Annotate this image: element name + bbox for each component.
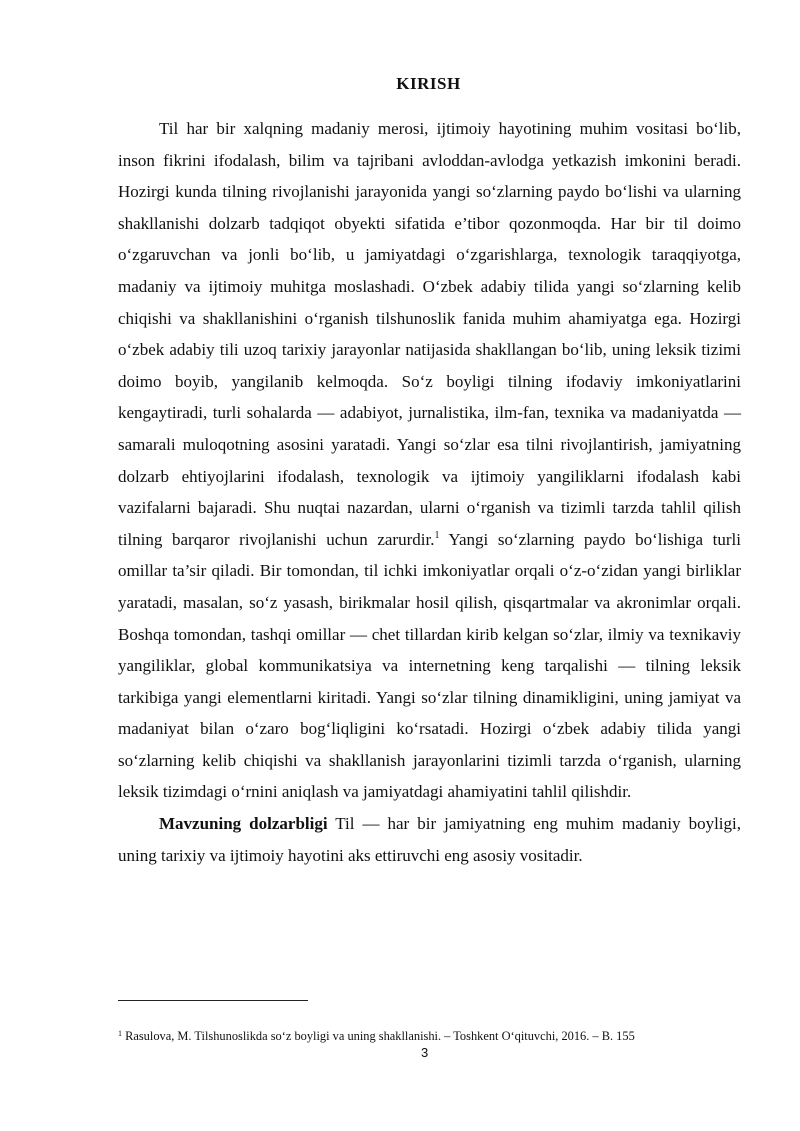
relevance-text: Til — har bir jamiyatning eng muhim madaniy boyligi, uning tarixiy va ijtimoiy hayotini aks ettiruvchi eng asosiy vositadir. <box>118 814 741 865</box>
body-text <box>118 113 741 871</box>
footnote <box>118 1029 758 1044</box>
footnote-divider <box>118 1000 308 1001</box>
footnote-number: 1 <box>118 1029 122 1038</box>
page-number: 3 <box>421 1045 429 1060</box>
footnote-text: Rasulova, M. Tilshunoslikda so‘z boyligi va uning shakllanishi. – Toshkent O‘qituvchi, 2016. – B. 155 <box>122 1029 635 1043</box>
relevance-paragraph <box>118 808 741 871</box>
section-heading: KIRISH <box>396 74 461 93</box>
footnote-reference: 1 <box>434 529 440 541</box>
intro-paragraph <box>118 113 741 808</box>
intro-text-part2: Yangi so‘zlarning paydo bo‘lishiga turli omillar ta’sir qiladi. Bir tomondan, til ichki imkoniyatlar orqali o‘z-o‘zidan yangi birliklar yaratadi, masalan, so‘z yasash, birikmalar hosil qilish, qisqartmalar va akronimlar orqali. Boshqa tomondan, tashqi omillar — chet tillardan kirib kelgan so‘zlar, ilmiy va texnikaviy yangiliklar, global kommunikatsiya va internetning keng tarqalishi — tilning leksik tarkibiga yangi elementlarni kiritadi. Yangi so‘zlar tilning dinamikligini, uning jamiyat va madaniyat bilan o‘zaro bog‘liqligini ko‘rsatadi. Hozirgi o‘zbek adabiy tilida yangi so‘zlarning kelib chiqishi va shakllanish jarayonlarini tizimli tarzda o‘rganish, ularning leksik tizimdagi o‘rnini aniqlash va jamiyatdagi ahamiyatini tahlil qilishdir. <box>118 529 741 802</box>
relevance-lead: Mavzuning dolzarbligi <box>159 814 328 834</box>
intro-text-part1: Til har bir xalqning madaniy merosi, ijtimoiy hayotining muhim vositasi bo‘lib, inson fikrini ifodalash, bilim va tajribani avloddan-avlodga yetkazish imkonini beradi. Hozirgi kunda tilning rivojlanishi jarayonida yangi so‘zlarning paydo bo‘lishi va ularning shakllanishi dolzarb tadqiqot obyekti sifatida e’tibor qozonmoqda. Har bir til doimo o‘zgaruvchan va jonli bo‘lib, u jamiyatdagi o‘zgarishlarga, texnologik taraqqiyotga, madaniy va ijtimoiy muhitga moslashadi. O‘zbek adabiy tilida yangi so‘zlarning kelib chiqishi va shakllanishini o‘rganish tilshunoslik fanida muhim ahamiyatga ega. Hozirgi o‘zbek adabiy tili uzoq tarixiy jarayonlar natijasida shakllangan bo‘lib, uning leksik tizimi doimo boyib, yangilanib kelmoqda. So‘z boyligi tilning ifodaviy imkoniyatlarini kengaytiradi, turli sohalarda — adabiyot, jurnalistika, ilm-fan, texnika va madaniyatda — samarali muloqotning asosini yaratadi. Yangi so‘zlar esa tilni rivojlantirish, jamiyatning dolzarb ehtiyojlarini ifodalash, texnologik va ijtimoiy yangiliklarni ifodalash kabi vazifalarni bajaradi. Shu nuqtai nazardan, ularni o‘rganish va tizimli tarzda tahlil qilish tilning barqaror rivojlanishi uchun zarurdir. <box>118 119 741 549</box>
